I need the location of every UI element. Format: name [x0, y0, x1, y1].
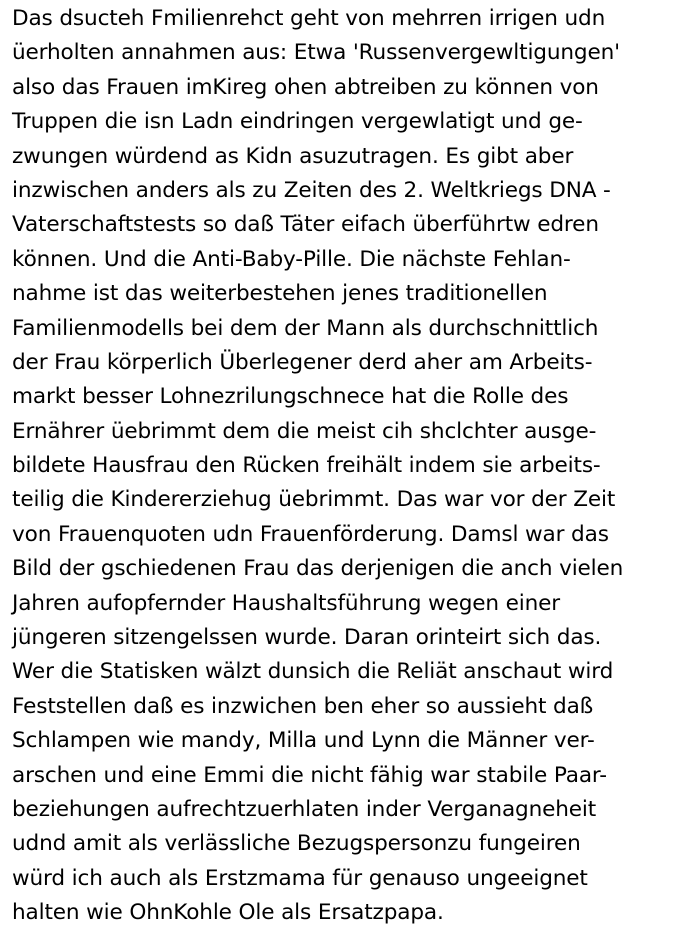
text-line: zwungen würdend as Kidn asuzutragen. Es gibt aber — [12, 143, 574, 169]
text-line: Jahren aufopfernder Haushaltsführung wegen einer — [12, 590, 561, 616]
text-line: also das Frauen imKireg ohen abtreiben zu können von — [12, 74, 599, 100]
text-line: Bild der gschiedenen Frau das derjenigen die anch vielen — [12, 556, 624, 582]
text-line: Vaterschaftstests so daß Täter eifach überführtw edren — [12, 212, 599, 238]
text-line: können. Und die Anti-Baby-Pille. Die nächste Fehlan- — [12, 246, 571, 272]
text-line: Wer die Statisken wälzt dunsich die Reliät anschaut wird — [12, 659, 614, 685]
text-line: würd ich auch als Erstzmama für genauso ungeeignet — [12, 865, 588, 891]
text-line: jüngeren sitzengelssen wurde. Daran orinteirt sich das. — [12, 625, 602, 651]
text-line: Das dsucteh Fmilienrehct geht von mehrren irrigen udn — [12, 6, 606, 31]
text-line: inzwischen anders als zu Zeiten des 2. Weltkriegs DNA - — [12, 177, 611, 203]
text-line: bildete Hausfrau den Rücken freihält indem sie arbeits- — [12, 453, 601, 479]
text-line: Familienmodells bei dem der Mann als durchschnittlich — [12, 315, 599, 341]
text-line: Truppen die isn Ladn eindringen vergewlatigt und ge- — [12, 109, 583, 135]
text-line: udnd amit als verlässliche Bezugspersonzu fungeiren — [12, 831, 581, 857]
text-line: markt besser Lohnezrilungschnece hat die Rolle des — [12, 384, 569, 410]
text-line: beziehungen aufrechtzuerhlaten inder Verganagneheit — [12, 796, 597, 822]
text-line: teilig die Kindererziehug üebrimmt. Das war vor der Zeit — [12, 487, 616, 513]
text-line: nahme ist das weiterbestehen jenes traditionellen — [12, 281, 548, 307]
text-line: halten wie OhnKohle Ole als Ersatzpapa. — [12, 900, 444, 926]
body-paragraph — [12, 2, 678, 931]
text-line: Schlampen wie mandy, Milla und Lynn die Männer ver- — [12, 728, 595, 754]
text-line: von Frauenquoten udn Frauenförderung. Damsl war das — [12, 521, 609, 547]
text-line: Feststellen daß es inzwichen ben eher so aussieht daß — [12, 693, 594, 719]
text-line: arschen und eine Emmi die nicht fähig war stabile Paar- — [12, 762, 607, 788]
text-line: der Frau körperlich Überlegener derd aher am Arbeits- — [12, 349, 593, 375]
text-line: üerholten annahmen aus: Etwa 'Russenvergewltigungen' — [12, 40, 620, 66]
text-line: Ernährer üebrimmt dem die meist cih shclchter ausge- — [12, 418, 597, 444]
